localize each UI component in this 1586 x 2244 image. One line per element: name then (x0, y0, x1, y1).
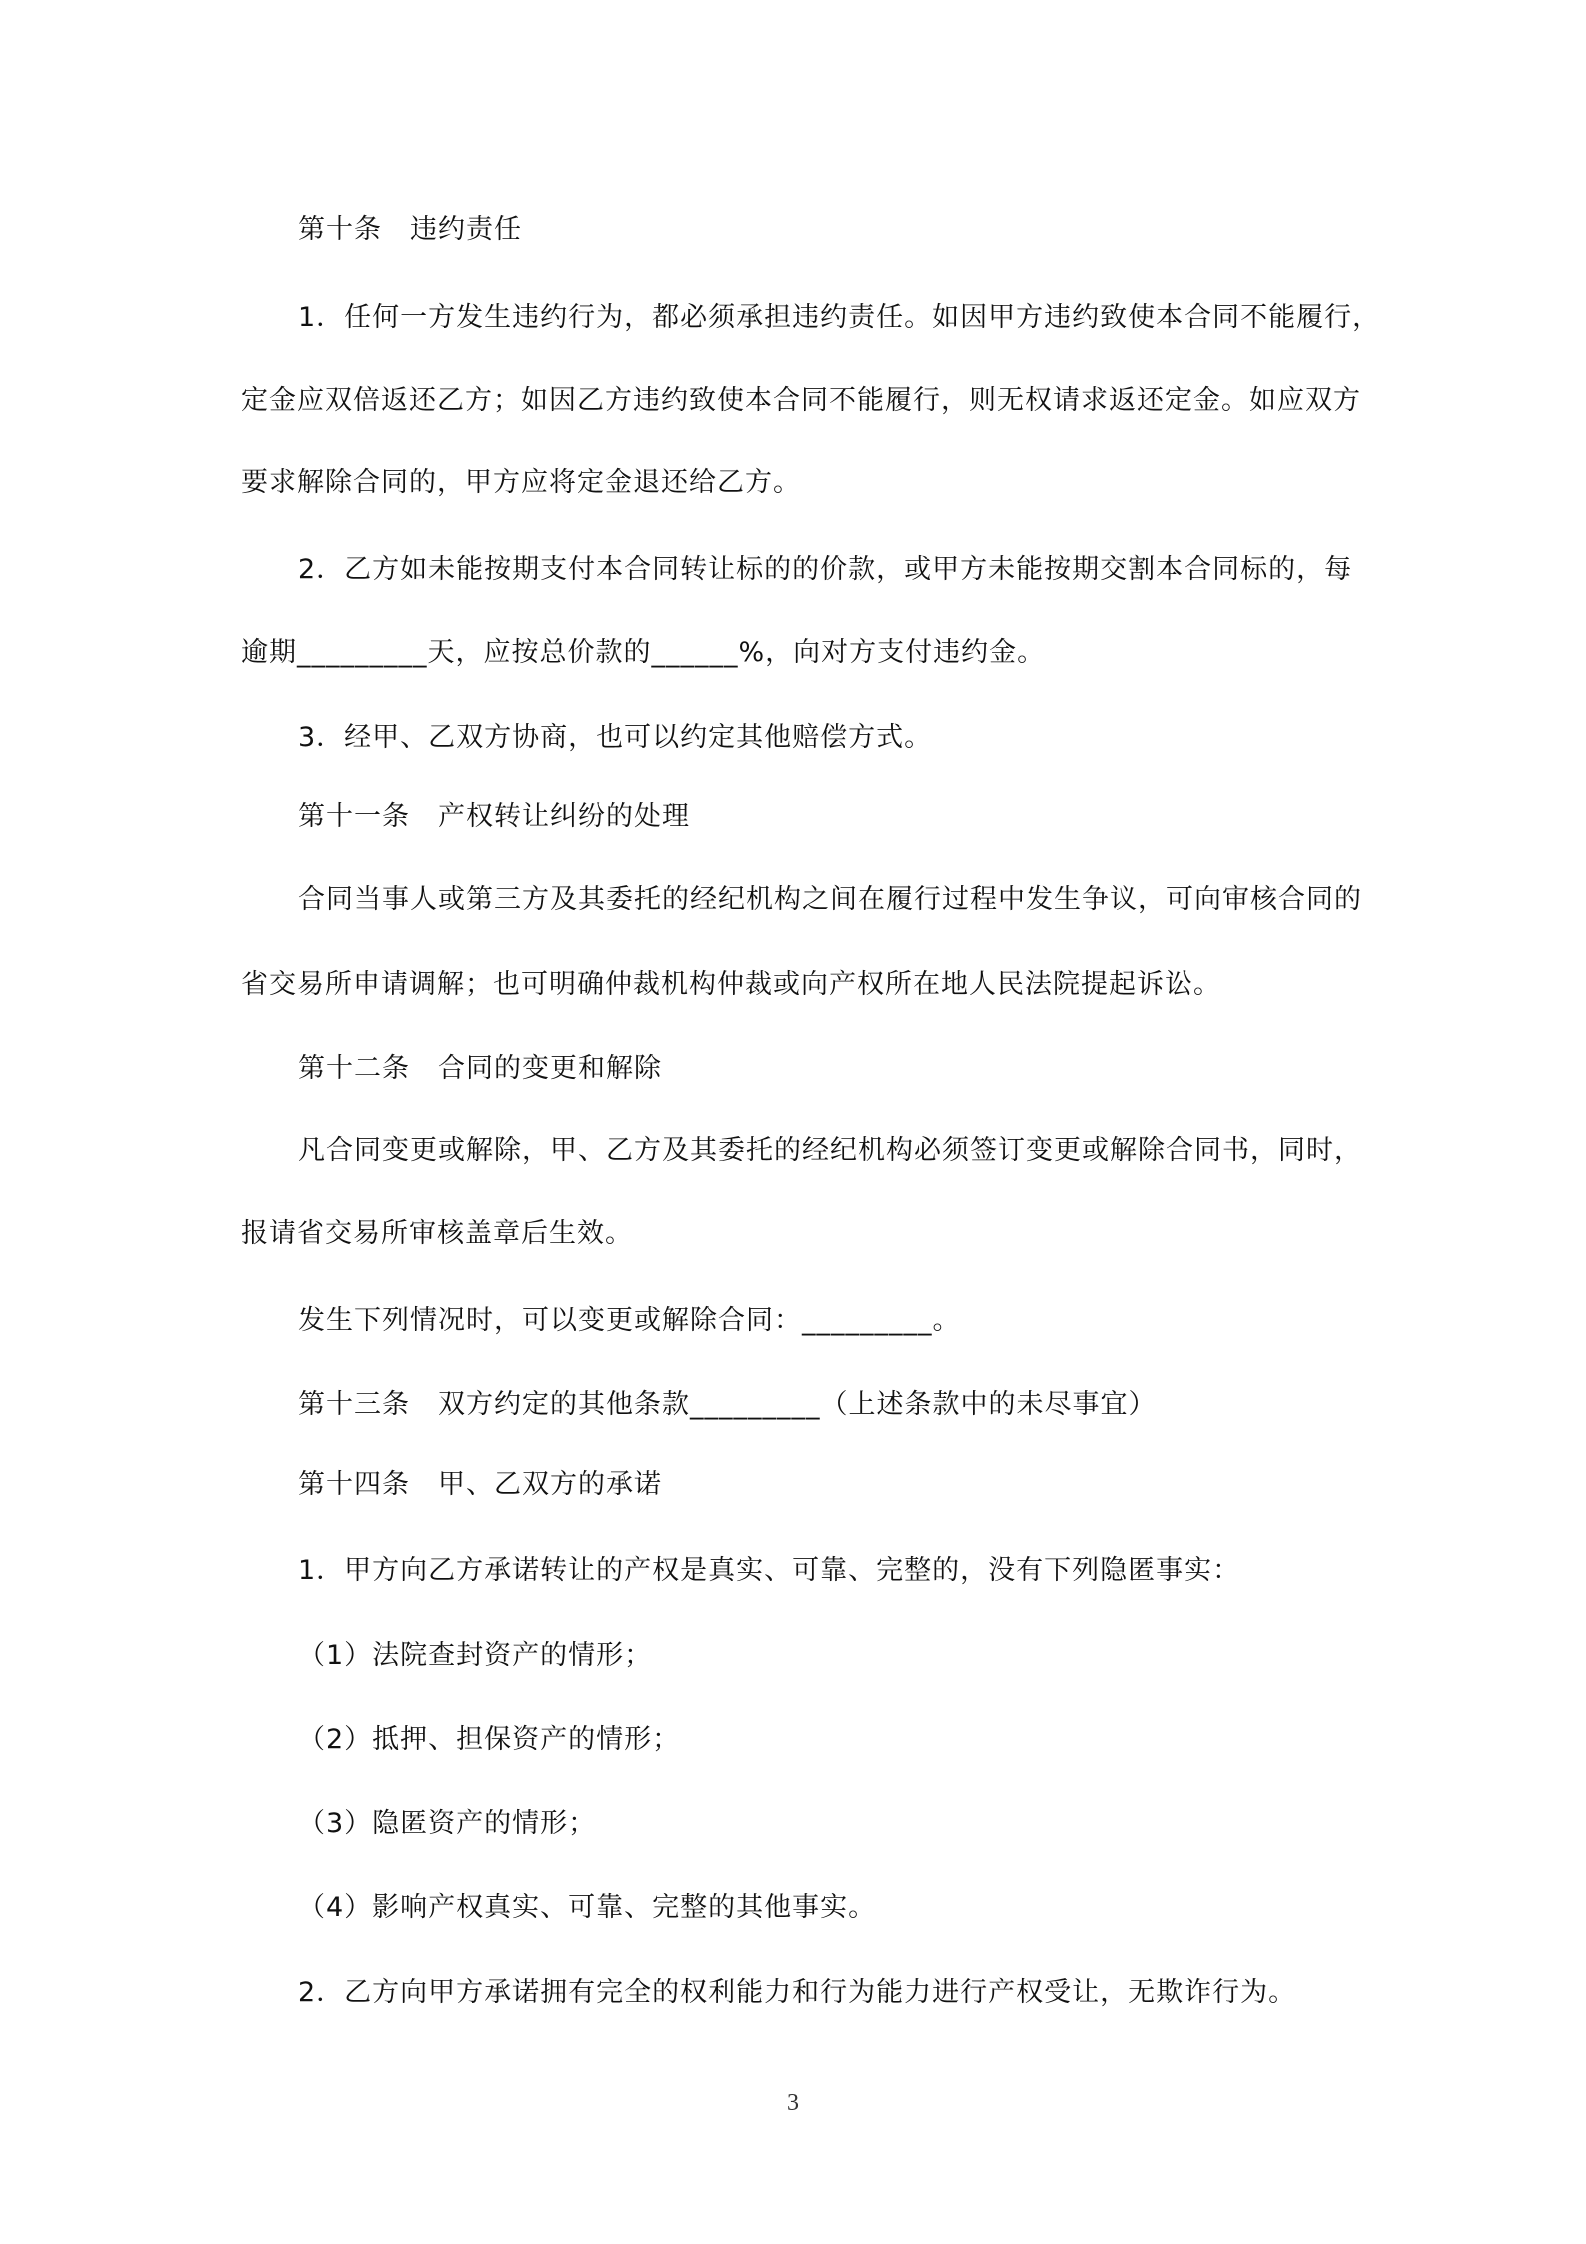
list-item: （3）隐匿资产的情形； (298, 1808, 597, 1839)
article-11-heading: 第十一条 产权转让纠纷的处理 (298, 801, 690, 832)
paragraph-line: 合同当事人或第三方及其委托的经纪机构之间在履行过程中发生争议，可向审核合同的 (298, 884, 1362, 915)
article-13-heading: 第十三条 双方约定的其他条款_________（上述条款中的未尽事宜） (298, 1389, 1157, 1420)
list-item: （4）影响产权真实、可靠、完整的其他事实。 (298, 1892, 877, 1923)
article-10-heading: 第十条 违约责任 (298, 214, 522, 245)
paragraph-line: 1．任何一方发生违约行为，都必须承担违约责任。如因甲方违约致使本合同不能履行， (298, 302, 1381, 333)
paragraph-line: 定金应双倍返还乙方；如因乙方违约致使本合同不能履行，则无权请求返还定金。如应双方 (241, 385, 1361, 416)
page-number: 3 (787, 2090, 799, 2116)
list-item: （1）法院查封资产的情形； (298, 1640, 653, 1671)
paragraph-line: 省交易所申请调解；也可明确仲裁机构仲裁或向产权所在地人民法院提起诉讼。 (241, 969, 1221, 1000)
paragraph-line: 要求解除合同的，甲方应将定金退还给乙方。 (241, 467, 801, 498)
paragraph-line: 发生下列情况时，可以变更或解除合同：_________。 (298, 1305, 961, 1336)
paragraph-line: 2．乙方向甲方承诺拥有完全的权利能力和行为能力进行产权受让，无欺诈行为。 (298, 1977, 1297, 2008)
paragraph-line: 3．经甲、乙双方协商，也可以约定其他赔偿方式。 (298, 722, 933, 753)
article-12-heading: 第十二条 合同的变更和解除 (298, 1053, 662, 1084)
paragraph-line: 报请省交易所审核盖章后生效。 (241, 1218, 633, 1249)
list-item: （2）抵押、担保资产的情形； (298, 1724, 681, 1755)
paragraph-line: 2．乙方如未能按期支付本合同转让标的的价款，或甲方未能按期交割本合同标的，每 (298, 554, 1353, 585)
paragraph-line: 逾期_________天，应按总价款的______%，向对方支付违约金。 (241, 637, 1046, 668)
paragraph-line: 1．甲方向乙方承诺转让的产权是真实、可靠、完整的，没有下列隐匿事实： (298, 1555, 1241, 1586)
paragraph-line: 凡合同变更或解除，甲、乙方及其委托的经纪机构必须签订变更或解除合同书，同时， (298, 1135, 1362, 1166)
article-14-heading: 第十四条 甲、乙双方的承诺 (298, 1469, 662, 1500)
